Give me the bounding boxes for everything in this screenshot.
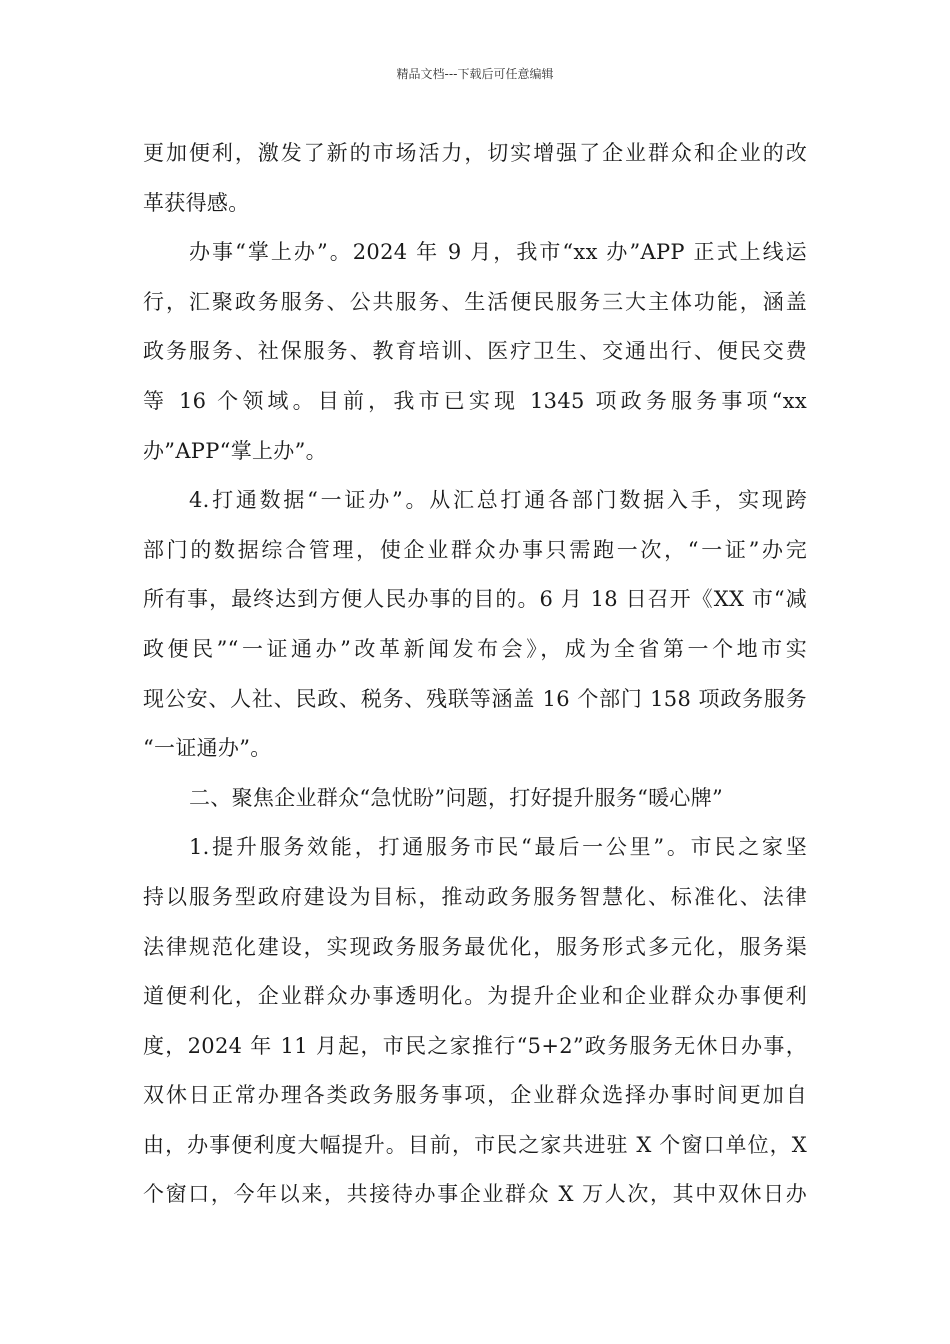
paragraph [143,129,807,228]
text-line: 等 16 个领域。目前，我市已实现 1345 项政务服务事项“xx [143,388,807,413]
paragraph [143,823,807,1220]
paragraph [143,476,807,774]
text-line: 现公安、人社、民政、税务、残联等涵盖 16 个部门 158 项政务服务 [143,686,807,711]
text-line: 办事“掌上办”。2024 年 9 月，我市“xx 办”APP 正式上线运 [189,240,807,265]
text-line: 度，2024 年 11 月起，市民之家推行“5+2”政务服务无休日办事， [143,1033,807,1058]
text-line: “一证通办”。 [143,736,272,761]
text-line: 办”APP“掌上办”。 [143,438,327,463]
document-body [143,129,807,1220]
text-line: 革获得感。 [143,190,250,215]
paragraph [143,228,807,476]
text-line: 持以服务型政府建设为目标，推动政务服务智慧化、标准化、法律 [143,884,807,909]
text-line: 个窗口，今年以来，共接待办事企业群众 X 万人次，其中双休日办 [143,1182,807,1207]
text-line: 所有事，最终达到方便人民办事的目的。6 月 18 日召开《XX 市“减 [143,587,807,612]
text-line: 更加便利，激发了新的市场活力，切实增强了企业群众和企业的改 [143,141,807,165]
text-line: 政务服务、社保服务、教育培训、医疗卫生、交通出行、便民交费 [143,339,807,364]
page-header: 精品文档---下载后可任意编辑 [396,67,554,81]
text-line: 由，办事便利度大幅提升。目前，市民之家共进驻 X 个窗口单位，X [143,1132,807,1157]
text-line: 道便利化，企业群众办事透明化。为提升企业和企业群众办事便利 [143,984,807,1009]
text-line: 法律规范化建设，实现政务服务最优化，服务形式多元化，服务渠 [143,934,807,959]
text-line: 政便民”“一证通办”改革新闻发布会》，成为全省第一个地市实 [143,636,807,661]
text-line: 部门的数据综合管理，使企业群众办事只需跑一次，“一证”办完 [143,537,807,562]
text-line: 双休日正常办理各类政务服务事项，企业群众选择办事时间更加自 [143,1083,807,1108]
text-line: 4.打通数据“一证办”。从汇总打通各部门数据入手，实现跨 [189,488,807,513]
text-line: 二、聚焦企业群众“急忧盼”问题，打好提升服务“暖心牌” [189,785,724,810]
text-line: 1.提升服务效能，打通服务市民“最后一公里”。市民之家坚 [189,835,807,860]
text-line: 行，汇聚政务服务、公共服务、生活便民服务三大主体功能，涵盖 [143,289,807,314]
section-heading [143,774,807,824]
